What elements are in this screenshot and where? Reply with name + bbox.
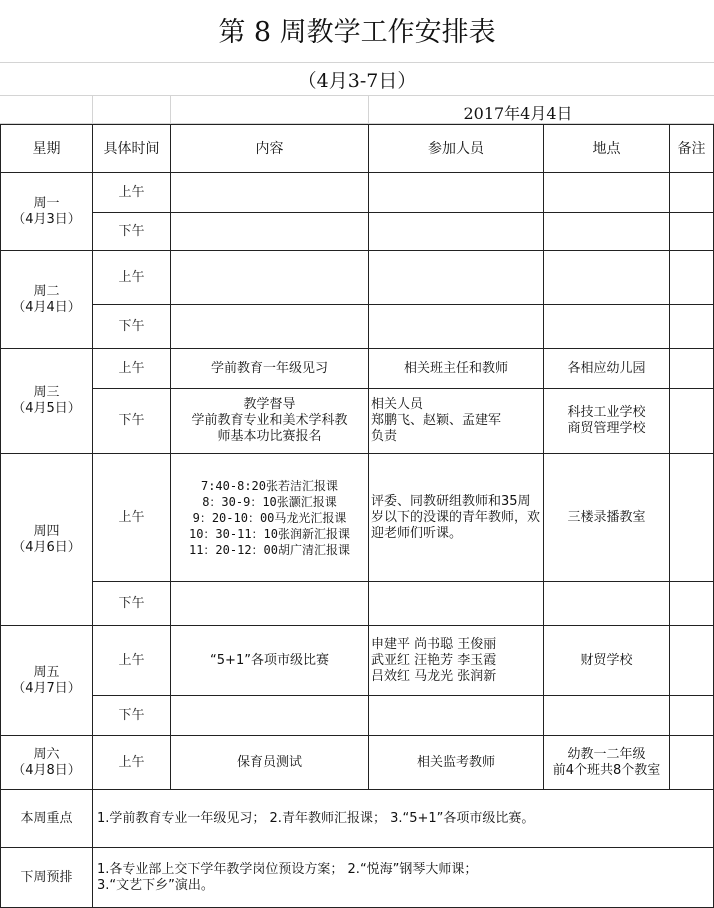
location-line: 前4个班共8个教室 xyxy=(552,762,661,778)
next-week-row xyxy=(1,848,714,908)
participants-cell xyxy=(369,582,544,626)
content-cell: 保育员测试 xyxy=(171,736,369,790)
focus-row xyxy=(1,790,714,848)
remarks-cell xyxy=(670,454,714,582)
participants-cell xyxy=(369,389,544,454)
participants-line: 郑鹏飞、赵颖、孟建军 xyxy=(371,413,502,428)
header-remarks: 备注 xyxy=(670,125,714,173)
location-line: 幼教一二年级 xyxy=(567,746,646,762)
participants-cell xyxy=(369,173,544,213)
remarks-cell xyxy=(670,626,714,696)
day-name: 周一 xyxy=(33,195,60,211)
location-cell xyxy=(544,213,670,251)
day-name: 周三 xyxy=(33,385,60,400)
table-row xyxy=(1,349,714,389)
day-cell-tue xyxy=(1,251,93,349)
period-cell: 下午 xyxy=(93,213,171,251)
period-cell: 上午 xyxy=(93,251,171,305)
location-line: 商贸管理学校 xyxy=(567,421,646,436)
focus-text: 1.学前教育专业一年级见习； 2.青年教师汇报课； 3.“5+1”各项市级比赛。 xyxy=(93,790,714,848)
content-line: 11：20-12：00胡广清汇报课 xyxy=(188,542,351,557)
table-row xyxy=(1,454,714,582)
content-cell xyxy=(171,454,369,582)
content-cell xyxy=(171,305,369,349)
content-line: 教学督导 xyxy=(243,397,296,412)
header-row xyxy=(1,125,714,173)
day-date: （4月6日） xyxy=(12,539,81,555)
content-cell xyxy=(171,389,369,454)
header-participants: 参加人员 xyxy=(369,125,544,173)
participants-cell xyxy=(369,626,544,696)
location-cell xyxy=(544,736,670,790)
day-date: （4月8日） xyxy=(12,762,81,778)
location-cell: 各相应幼儿园 xyxy=(544,349,670,389)
participants-line: 武亚红 汪艳芳 李玉霞 xyxy=(371,652,497,668)
day-cell-fri xyxy=(1,626,93,736)
period-cell: 上午 xyxy=(93,626,171,696)
location-cell xyxy=(544,173,670,213)
participants-line: 相关人员 xyxy=(371,397,424,412)
content-line: 7:40-8:20张若洁汇报课 xyxy=(200,478,339,493)
day-name: 周二 xyxy=(33,283,60,299)
location-line: 科技工业学校 xyxy=(567,405,646,420)
day-name: 周六 xyxy=(33,746,60,762)
location-cell: 三楼录播教室 xyxy=(544,454,670,582)
remarks-cell xyxy=(670,389,714,454)
content-cell xyxy=(171,251,369,305)
content-cell xyxy=(171,213,369,251)
header-time: 具体时间 xyxy=(93,125,171,173)
day-cell-sat xyxy=(1,736,93,790)
period-cell: 下午 xyxy=(93,582,171,626)
header-weekday: 星期 xyxy=(1,125,93,173)
period-cell: 下午 xyxy=(93,305,171,349)
location-cell xyxy=(544,305,670,349)
focus-label: 本周重点 xyxy=(1,790,93,848)
table-row xyxy=(1,389,714,454)
period-cell: 上午 xyxy=(93,736,171,790)
day-name: 周四 xyxy=(33,523,60,539)
table-row xyxy=(1,213,714,251)
date-range: （4月3-7日） xyxy=(297,70,417,92)
participants-line: 申建平 尚书聪 王俊丽 xyxy=(371,636,497,652)
remarks-cell xyxy=(670,213,714,251)
location-cell xyxy=(544,389,670,454)
participants-line: 负责 xyxy=(371,429,398,444)
participants-cell: 评委、同教研组教师和35周岁以下的没课的青年教师，欢迎老师们听课。 xyxy=(369,454,544,582)
period-cell: 下午 xyxy=(93,696,171,736)
next-week-line: 1.各专业部上交下学年教学岗位预设方案； 2.“悦海”钢琴大师课； xyxy=(97,861,478,877)
table-row xyxy=(1,173,714,213)
location-cell xyxy=(544,696,670,736)
participants-line: 吕效红 马龙光 张润新 xyxy=(371,668,497,684)
content-cell: 学前教育一年级见习 xyxy=(171,349,369,389)
table-row xyxy=(1,305,714,349)
participants-cell: 相关班主任和教师 xyxy=(369,349,544,389)
day-date: （4月5日） xyxy=(12,401,81,416)
schedule-table xyxy=(0,124,714,908)
table-row xyxy=(1,736,714,790)
day-date: （4月4日） xyxy=(12,299,81,315)
table-row xyxy=(1,582,714,626)
header-content: 内容 xyxy=(171,125,369,173)
location-cell xyxy=(544,582,670,626)
location-cell: 财贸学校 xyxy=(544,626,670,696)
content-line: 9：20-10：00马龙光汇报课 xyxy=(192,510,347,525)
grid-line xyxy=(92,96,93,124)
table-row xyxy=(1,696,714,736)
issue-date: 2017年4月4日 xyxy=(463,104,573,123)
period-cell: 上午 xyxy=(93,173,171,213)
remarks-cell xyxy=(670,305,714,349)
location-cell xyxy=(544,251,670,305)
remarks-cell xyxy=(670,696,714,736)
content-line: 学前教育专业和美术学科教 xyxy=(191,413,348,428)
next-week-label: 下周预排 xyxy=(1,848,93,908)
day-cell-mon xyxy=(1,173,93,251)
participants-cell xyxy=(369,696,544,736)
remarks-cell xyxy=(670,582,714,626)
day-cell-thu xyxy=(1,454,93,626)
participants-cell xyxy=(369,305,544,349)
participants-cell xyxy=(369,251,544,305)
content-cell xyxy=(171,696,369,736)
content-cell xyxy=(171,173,369,213)
day-date: （4月3日） xyxy=(12,211,81,227)
content-line: 师基本功比赛报名 xyxy=(217,429,322,444)
period-cell: 上午 xyxy=(93,454,171,582)
remarks-cell xyxy=(670,349,714,389)
header-location: 地点 xyxy=(544,125,670,173)
remarks-cell xyxy=(670,173,714,213)
period-cell: 上午 xyxy=(93,349,171,389)
page-title: 第 8 周教学工作安排表 xyxy=(218,17,496,48)
day-name: 周五 xyxy=(33,664,60,680)
table-row xyxy=(1,626,714,696)
grid-line xyxy=(170,96,171,124)
content-cell: “5+1”各项市级比赛 xyxy=(171,626,369,696)
remarks-cell xyxy=(670,736,714,790)
participants-cell: 相关监考教师 xyxy=(369,736,544,790)
table-row xyxy=(1,251,714,305)
next-week-line: 3.“文艺下乡”演出。 xyxy=(97,877,214,893)
day-date: （4月7日） xyxy=(12,680,81,696)
next-week-text xyxy=(93,848,714,908)
day-cell-wed xyxy=(1,349,93,454)
period-cell: 下午 xyxy=(93,389,171,454)
content-line: 8：30-9：10张灏汇报课 xyxy=(202,494,337,509)
remarks-cell xyxy=(670,251,714,305)
content-line: 10：30-11：10张润新汇报课 xyxy=(188,526,351,541)
participants-cell xyxy=(369,213,544,251)
content-cell xyxy=(171,582,369,626)
